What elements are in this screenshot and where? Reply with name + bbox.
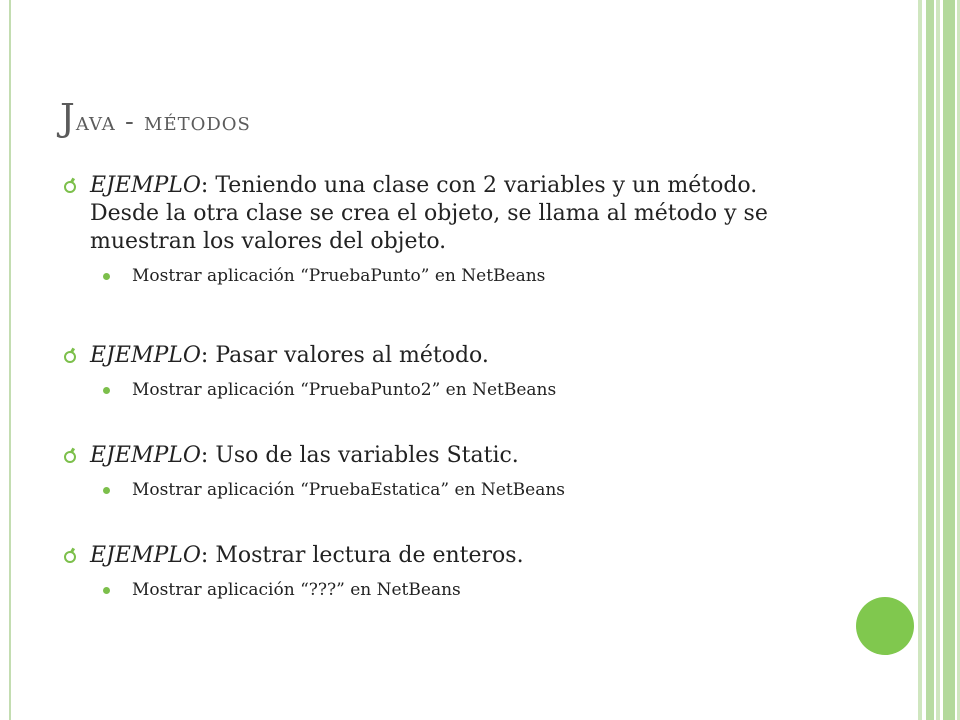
left-frame-line bbox=[9, 0, 11, 720]
title-initial: J bbox=[60, 96, 76, 139]
sub-bullet-text: Mostrar aplicación “PruebaPunto” en NetBeans bbox=[132, 266, 546, 286]
dot-bullet-icon bbox=[103, 387, 110, 394]
sub-bullet-item bbox=[60, 578, 820, 602]
bullet-item bbox=[60, 442, 820, 470]
bullet-icon bbox=[64, 181, 76, 193]
bullet-icon bbox=[64, 551, 76, 563]
example-label: EJEMPLO bbox=[90, 343, 201, 368]
label-separator: : bbox=[200, 173, 209, 198]
bullet-item bbox=[60, 342, 820, 370]
decor-stripe bbox=[943, 0, 955, 720]
bullet-text: Mostrar lectura de enteros. bbox=[208, 543, 524, 568]
slide-title bbox=[60, 96, 251, 139]
sub-bullet-item bbox=[60, 378, 820, 402]
sub-bullet-text: Mostrar aplicación “PruebaPunto2” en NetBeans bbox=[132, 380, 557, 400]
sub-bullet-item bbox=[60, 264, 820, 288]
example-label: EJEMPLO bbox=[90, 173, 201, 198]
dot-bullet-icon bbox=[103, 587, 110, 594]
sub-bullet-text: Mostrar aplicación “PruebaEstatica” en NetBeans bbox=[132, 480, 566, 500]
decor-stripe bbox=[936, 0, 940, 720]
decor-circle bbox=[856, 597, 914, 655]
label-separator: : bbox=[200, 543, 209, 568]
example-label: EJEMPLO bbox=[90, 543, 201, 568]
decor-stripe bbox=[926, 0, 934, 720]
bullet-item bbox=[60, 172, 820, 256]
bullet-icon bbox=[64, 451, 76, 463]
sub-bullet-item bbox=[60, 478, 820, 502]
bullet-item bbox=[60, 542, 820, 570]
bullet-text: Pasar valores al método. bbox=[208, 343, 489, 368]
sub-bullet-text: Mostrar aplicación “???” en NetBeans bbox=[132, 580, 461, 600]
bullet-text: Uso de las variables Static. bbox=[208, 443, 519, 468]
label-separator: : bbox=[200, 343, 209, 368]
bullet-text: Teniendo una clase con 2 variables y un método. Desde la otra clase se crea el objeto, se llama al método y se muestran los valores del objeto. bbox=[90, 173, 768, 254]
label-separator: : bbox=[200, 443, 209, 468]
title-rest: ava - métodos bbox=[75, 107, 251, 137]
dot-bullet-icon bbox=[103, 273, 110, 280]
bullet-icon bbox=[64, 351, 76, 363]
dot-bullet-icon bbox=[103, 487, 110, 494]
decor-stripe bbox=[918, 0, 922, 720]
example-label: EJEMPLO bbox=[90, 443, 201, 468]
slide-body bbox=[60, 172, 820, 602]
